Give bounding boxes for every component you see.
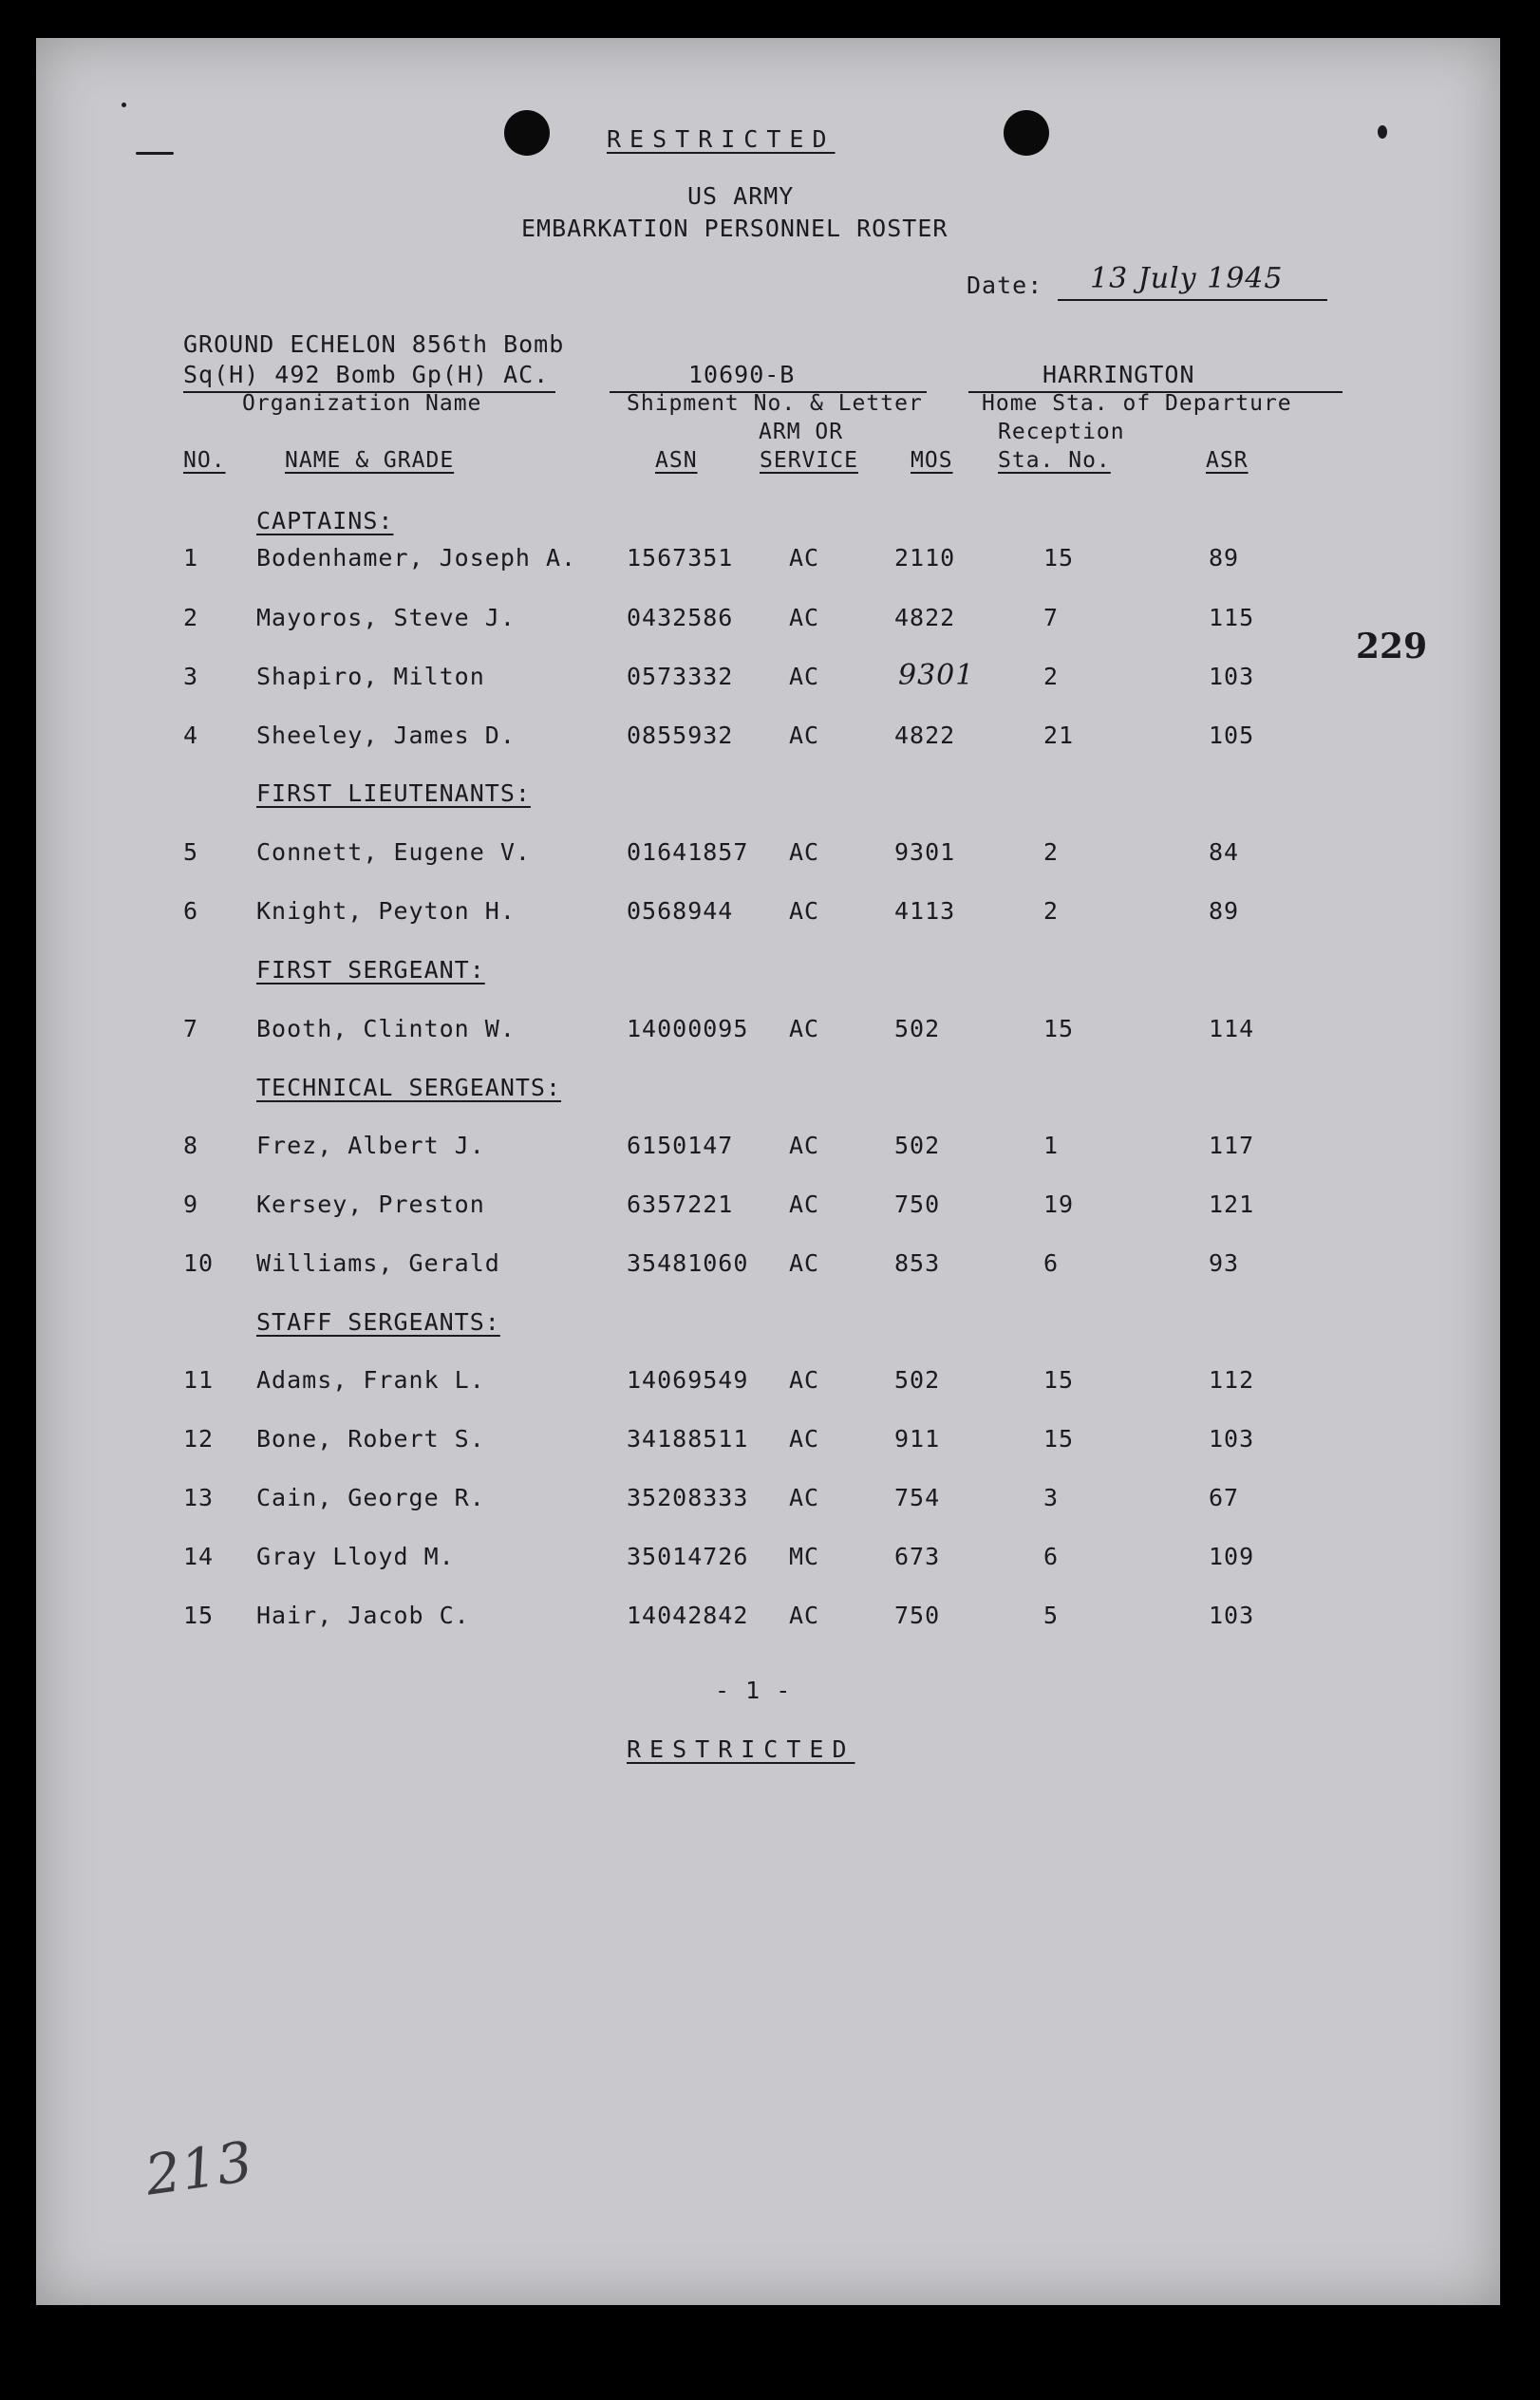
row-arm: AC [789,544,820,572]
row-asr: 121 [1209,1191,1255,1218]
row-mos: 673 [894,1543,941,1570]
organization-line2: Sq(H) 492 Bomb Gp(H) AC. [183,361,550,388]
row-asr: 89 [1209,544,1240,572]
row-no: 7 [183,1015,199,1042]
row-asn: 0432586 [627,604,734,631]
row-name: Frez, Albert J. [256,1132,485,1159]
row-mos: 9301 [894,838,956,866]
row-name: Adams, Frank L. [256,1366,485,1394]
row-asr: 93 [1209,1249,1240,1277]
row-no: 10 [183,1249,215,1277]
shipment-label: Shipment No. & Letter [627,391,923,416]
row-asr: 117 [1209,1132,1255,1159]
section-first-lieutenants: FIRST LIEUTENANTS: [256,779,531,807]
stamped-number: 229 [1356,627,1428,666]
row-sta: 15 [1043,1015,1075,1042]
shipment-value: 10690-B [688,361,796,388]
row-name: Williams, Gerald [256,1249,500,1277]
row-arm: AC [789,1191,820,1218]
row-no: 4 [183,722,199,749]
row-mos: 502 [894,1015,941,1042]
row-no: 1 [183,544,199,572]
row-mos: 911 [894,1425,941,1453]
page-number: - 1 - [715,1677,792,1704]
date-label: Date: [967,272,1043,299]
row-asn: 14000095 [627,1015,749,1042]
row-asr: 115 [1209,604,1255,631]
row-name: Cain, George R. [256,1484,485,1511]
speck-mark [136,152,174,155]
col-arm-line2: SERVICE [760,448,858,473]
row-asn: 6357221 [627,1191,734,1218]
row-name: Connett, Eugene V. [256,838,531,866]
row-no: 14 [183,1543,215,1570]
row-asr: 105 [1209,722,1255,749]
row-name: Booth, Clinton W. [256,1015,516,1042]
row-arm: AC [789,604,820,631]
row-mos: 754 [894,1484,941,1511]
row-asr: 67 [1209,1484,1240,1511]
row-arm: AC [789,1484,820,1511]
row-arm: AC [789,722,820,749]
row-arm: MC [789,1543,820,1570]
row-arm: AC [789,1366,820,1394]
row-name: Knight, Peyton H. [256,897,516,925]
handwritten-number: 213 [141,2128,257,2208]
organization-label: Organization Name [242,391,482,416]
row-sta: 15 [1043,1425,1075,1453]
col-reception-line2: Sta. No. [998,448,1111,473]
row-asn: 14042842 [627,1602,749,1629]
row-mos: 750 [894,1191,941,1218]
row-sta: 19 [1043,1191,1075,1218]
row-asn: 34188511 [627,1425,749,1453]
row-sta: 6 [1043,1249,1060,1277]
row-asn: 35481060 [627,1249,749,1277]
date-underline [1058,299,1327,301]
row-arm: AC [789,1132,820,1159]
row-sta: 2 [1043,838,1060,866]
home-station-value: HARRINGTON [1042,361,1195,388]
section-staff-sergeants: STAFF SERGEANTS: [256,1308,500,1336]
row-arm: AC [789,897,820,925]
row-asr: 114 [1209,1015,1255,1042]
punch-hole-right [1004,110,1049,156]
agency-title: US ARMY [687,182,795,210]
document-page [36,38,1500,2305]
row-asn: 0855932 [627,722,734,749]
row-sta: 2 [1043,663,1060,690]
row-name: Kersey, Preston [256,1191,485,1218]
row-no: 3 [183,663,199,690]
row-asn: 1567351 [627,544,734,572]
row-no: 8 [183,1132,199,1159]
row-no: 11 [183,1366,215,1394]
row-no: 2 [183,604,199,631]
row-no: 9 [183,1191,199,1218]
row-name: Mayoros, Steve J. [256,604,516,631]
row-asn: 01641857 [627,838,749,866]
row-asn: 35208333 [627,1484,749,1511]
row-name: Gray Lloyd M. [256,1543,455,1570]
row-asr: 89 [1209,897,1240,925]
row-asn: 14069549 [627,1366,749,1394]
row-asn: 35014726 [627,1543,749,1570]
punch-hole-left [504,110,550,156]
row-mos: 853 [894,1249,941,1277]
row-name: Shapiro, Milton [256,663,485,690]
col-asn: ASN [655,448,698,473]
row-sta: 1 [1043,1132,1060,1159]
row-asn: 0568944 [627,897,734,925]
row-sta: 21 [1043,722,1075,749]
row-arm: AC [789,1425,820,1453]
row-arm: AC [789,1015,820,1042]
row-asr: 103 [1209,1425,1255,1453]
row-mos: 502 [894,1132,941,1159]
section-technical-sergeants: TECHNICAL SERGEANTS: [256,1074,562,1101]
row-arm: AC [789,838,820,866]
col-asr: ASR [1206,448,1249,473]
row-asr: 103 [1209,663,1255,690]
row-sta: 2 [1043,897,1060,925]
row-arm: AC [789,1602,820,1629]
row-no: 5 [183,838,199,866]
row-name: Bodenhamer, Joseph A. [256,544,577,572]
row-no: 6 [183,897,199,925]
row-mos: 4822 [894,604,956,631]
row-no: 15 [183,1602,215,1629]
speck-mark [122,103,126,107]
col-name-grade: NAME & GRADE [285,448,455,473]
row-asr: 112 [1209,1366,1255,1394]
row-no: 12 [183,1425,215,1453]
row-mos: 2110 [894,544,956,572]
row-mos: 502 [894,1366,941,1394]
row-sta: 5 [1043,1602,1060,1629]
row-arm: AC [789,1249,820,1277]
row-sta: 3 [1043,1484,1060,1511]
row-name: Hair, Jacob C. [256,1602,470,1629]
row-name: Bone, Robert S. [256,1425,485,1453]
row-asr: 103 [1209,1602,1255,1629]
classification-bottom: RESTRICTED [627,1735,855,1763]
speck-mark [1378,125,1387,139]
section-first-sergeant: FIRST SERGEANT: [256,956,485,984]
col-no: NO. [183,448,226,473]
date-value: 13 July 1945 [1090,262,1284,295]
section-captains: CAPTAINS: [256,507,394,534]
row-sta: 15 [1043,544,1075,572]
row-sta: 6 [1043,1543,1060,1570]
col-arm-line1: ARM OR [759,420,844,444]
row-mos: 750 [894,1602,941,1629]
row-asn: 6150147 [627,1132,734,1159]
col-mos: MOS [911,448,953,473]
organization-line1: GROUND ECHELON 856th Bomb [183,330,565,358]
row-asr: 84 [1209,838,1240,866]
home-station-label: Home Sta. of Departure [982,391,1292,416]
classification-top: RESTRICTED [607,125,836,153]
row-no: 13 [183,1484,215,1511]
row-asr: 109 [1209,1543,1255,1570]
row-mos: 4822 [894,722,956,749]
row-name: Sheeley, James D. [256,722,516,749]
row-mos: 9301 [898,659,975,692]
row-arm: AC [789,663,820,690]
roster-title: EMBARKATION PERSONNEL ROSTER [521,215,948,242]
row-sta: 15 [1043,1366,1075,1394]
row-sta: 7 [1043,604,1060,631]
row-asn: 0573332 [627,663,734,690]
col-reception-line1: Reception [998,420,1125,444]
row-mos: 4113 [894,897,956,925]
